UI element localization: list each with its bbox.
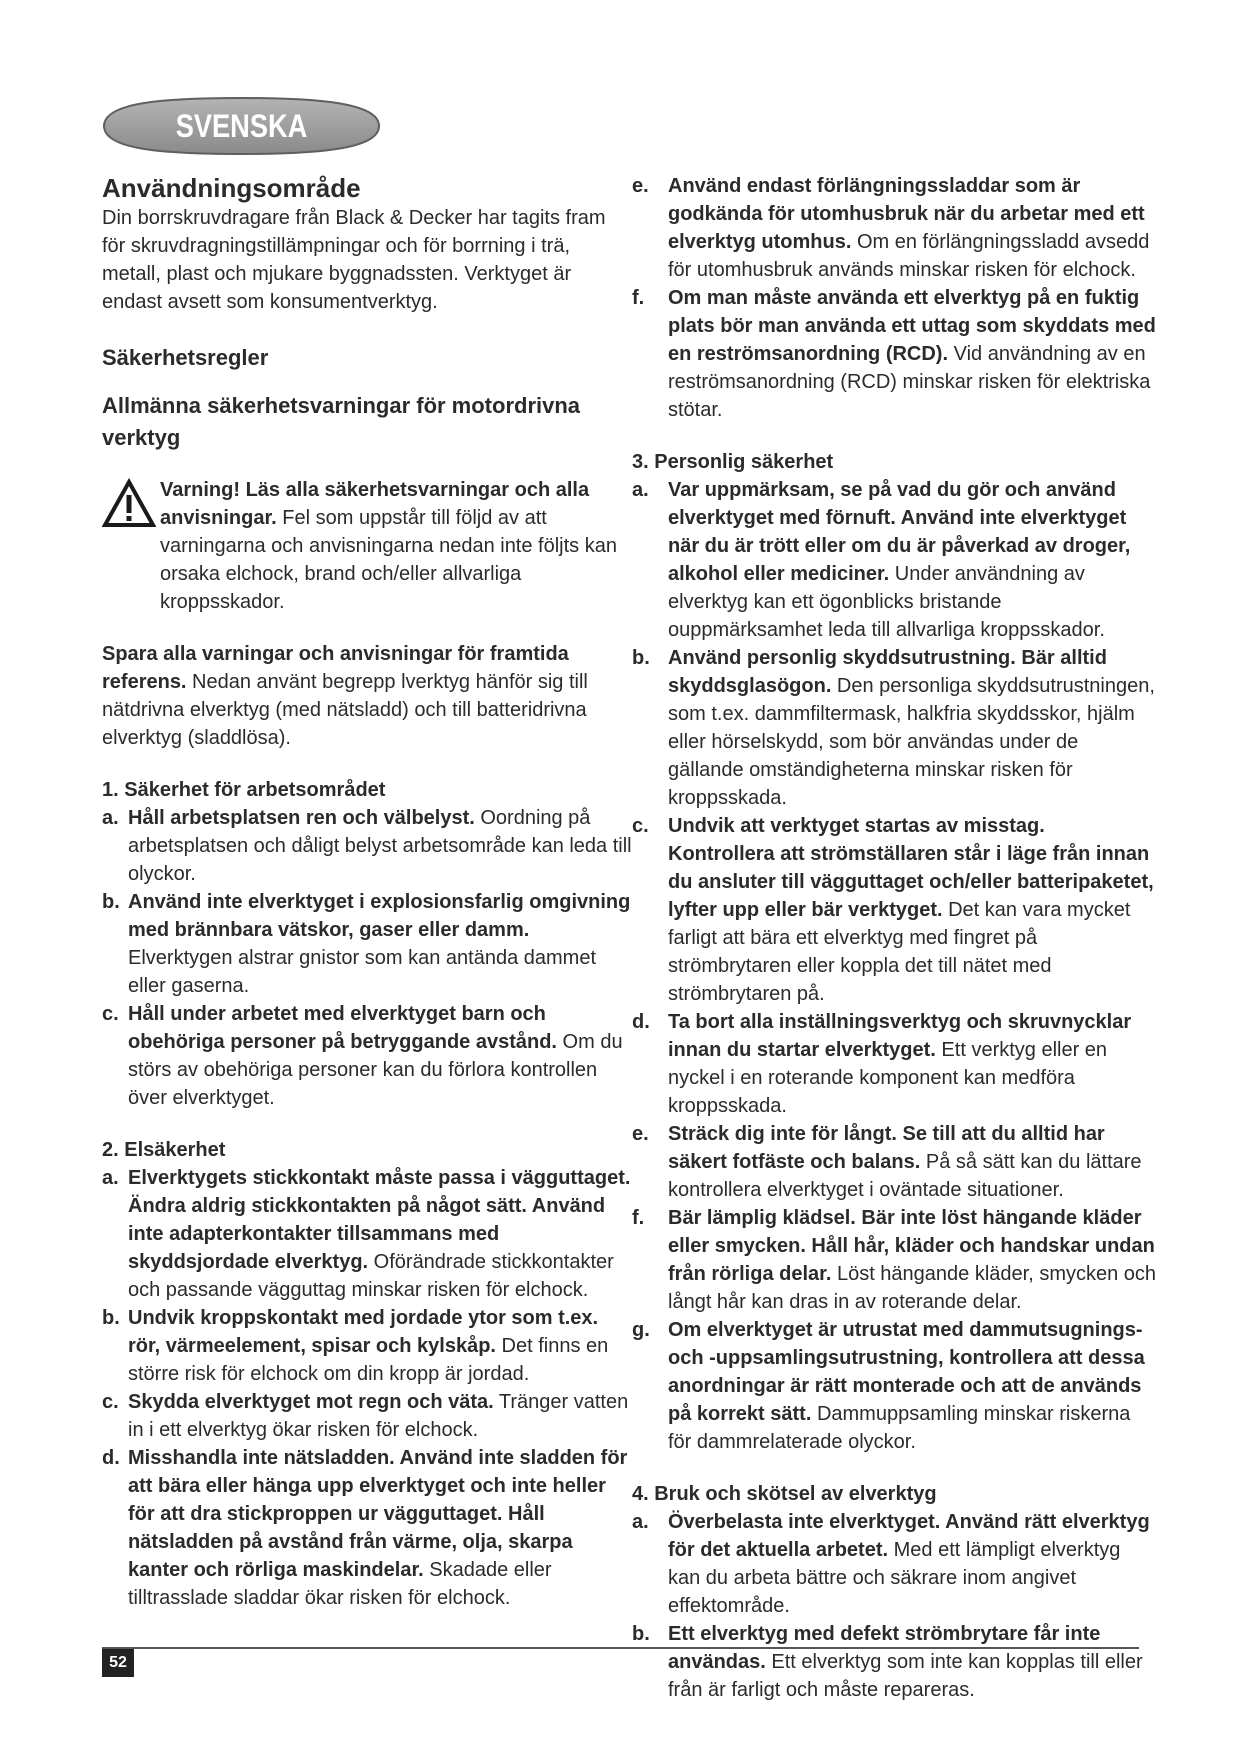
save-bold: Spara alla varningar och anvisningar för framtida referens. bbox=[102, 643, 569, 693]
page-number: 52 bbox=[102, 1649, 134, 1677]
language-label: SVENSKA bbox=[175, 108, 308, 144]
list-item: c. Skydda elverktyget mot regn och väta. Tränger vatten in i ett elverktyg ökar risken för elchock. bbox=[102, 1391, 629, 1441]
list-item: g. Om elverktyget är utrustat med dammutsugnings- och -uppsamlingsutrustning, kontrollera att dessa anordningar är rätt monterade och att de används på korrekt sätt. Dammuppsamling minskar riskerna för dammrelaterade olyckor. bbox=[632, 1319, 1145, 1453]
usage-heading: Användningsområde bbox=[102, 173, 361, 203]
footer-rule bbox=[102, 1647, 1139, 1649]
list-item: d. Ta bort alla inställningsverktyg och skruvnycklar innan du startar elverktyget. Ett verktyg eller en nyckel i en roterande komponent kan medföra kroppsskada. bbox=[632, 1011, 1132, 1117]
list-item: f. Bär lämplig klädsel. Bär inte löst hängande kläder eller smycken. Håll hår, kläder och handskar undan från rörliga delar. Löst hängande kläder, smycken och långt hår kan dras in av roterande delar. bbox=[632, 1207, 1157, 1313]
section-3-title: 3. Personlig säkerhet bbox=[632, 451, 834, 473]
safety-heading: Säkerhetsregler bbox=[102, 345, 269, 370]
list-item: f. Om man måste använda ett elverktyg på en fuktig plats bör man använda ett uttag som skyddats med en reströmsanordning (RCD). Vid användning av en reströmsanordning (RCD) minskar risken för elektriska stötar. bbox=[632, 287, 1156, 421]
language-tab bbox=[100, 95, 383, 157]
list-item: b. Ett elverktyg med defekt strömbrytare får inte användas. Ett elverktyg som inte kan kopplas till eller från är farligt och måste repareras. bbox=[632, 1623, 1143, 1701]
section-4-title: 4. Bruk och skötsel av elverktyg bbox=[632, 1483, 937, 1505]
usage-text: Din borrskruvdragare från Black & Decker har tagits fram för skruvdragningstillämpningar och för borrning i trä, metall, plast och mjukare byggnadssten. Verktyget är endast avsett som konsumentverktyg. bbox=[102, 207, 606, 313]
list-item: d. Misshandla inte nätsladden. Använd inte sladden för att bära eller hänga upp elverktyget och inte heller för att dra stickproppen ur vägguttaget. Håll nätsladden på avstånd från värme, olja, skarpa kanter och rörliga maskindelar. Skadade eller tilltrasslade sladdar ökar risken för elchock. bbox=[102, 1447, 628, 1609]
section-1-title: 1. Säkerhet för arbetsområdet bbox=[102, 779, 386, 801]
warning-icon bbox=[102, 478, 156, 528]
list-item: a. Håll arbetsplatsen ren och välbelyst. Oordning på arbetsplatsen och dåligt belyst arbetsområde kan leda till olyckor. bbox=[102, 807, 632, 885]
list-item: a. Elverktygets stickkontakt måste passa i vägguttaget. Ändra aldrig stickkontakten på något sätt. Använd inte adapterkontakter tillsammans med skyddsjordade elverktyg. Oförändrade stickkontakter och passande vägguttag minskar risken för elchock. bbox=[102, 1167, 631, 1301]
list-item: c. Håll under arbetet med elverktyget barn och obehöriga personer på betryggande avstånd. Om du störs av obehöriga personer kan du förlora kontrollen över elverktyget. bbox=[102, 1003, 623, 1109]
list-item: e. Sträck dig inte för långt. Se till att du alltid har säkert fotfäste och balans. På så sätt kan du lättare kontrollera elverktyget i oväntade situationer. bbox=[632, 1123, 1142, 1201]
list-item: a. Var uppmärksam, se på vad du gör och använd elverktyget med förnuft. Använd inte elverktyget när du är trött eller om du är påverkad av droger, alkohol eller mediciner. Under användning av elverktyg kan ett ögonblicks bristande ouppmärksamhet leda till allvarliga kroppsskador. bbox=[632, 479, 1131, 641]
list-item: c. Undvik att verktyget startas av misstag. Kontrollera att strömställaren står i läge från innan du ansluter till vägguttaget och/eller batteripaketet, lyfter upp eller bär verktyget. Det kan vara mycket farligt att bära ett elverktyg med fingret på strömbrytaren eller koppla det till nätet med strömbrytaren på. bbox=[632, 815, 1154, 1005]
save-normal: Nedan använt begrepp lverktyg hänför sig till nätdrivna elverktyg (med nätsladd) och till batteridrivna elverktyg (sladdlösa). bbox=[102, 671, 588, 749]
list-item: a. Överbelasta inte elverktyget. Använd rätt elverktyg för det aktuella arbetet. Med ett lämpligt elverktyg kan du arbeta bättre och säkrare inom angivet effektområde. bbox=[632, 1511, 1150, 1617]
warning-normal: Fel som uppstår till följd av att varningarna och anvisningarna nedan inte följts kan orsaka elchock, brand och/eller allvarliga kroppsskador. bbox=[160, 507, 617, 613]
general-heading: Allmänna säkerhetsvarningar för motordrivna verktyg bbox=[102, 393, 581, 450]
list-item: b. Använd inte elverktyget i explosionsfarlig omgivning med brännbara vätskor, gaser eller damm. Elverktygen alstrar gnistor som kan antända dammet eller gaserna. bbox=[102, 891, 631, 997]
right-column bbox=[632, 172, 1157, 1704]
list-item: b. Undvik kroppskontakt med jordade ytor som t.ex. rör, värmeelement, spisar och kylskåp. Det finns en större risk för elchock om din kropp är jordad. bbox=[102, 1307, 609, 1385]
warning-block bbox=[102, 476, 632, 616]
list-item: e. Använd endast förlängningssladdar som är godkända för utomhusbruk när du arbetar med ett elverktyg utomhus. Om en förlängningssladd avsedd för utomhusbruk används minskar risken för elchock. bbox=[632, 175, 1150, 281]
warning-text bbox=[160, 476, 632, 616]
left-column bbox=[102, 172, 632, 1612]
warning-bold: Varning! Läs alla säkerhetsvarningar och alla anvisningar. bbox=[160, 479, 590, 529]
list-item: b. Använd personlig skyddsutrustning. Bär alltid skyddsglasögon. Den personliga skyddsutrustningen, som t.ex. dammfiltermask, halkfria skyddsskor, hjälm eller hörselskydd, som bör användas under de gällande omständigheterna minskar risken för kroppsskada. bbox=[632, 647, 1155, 809]
section-2-title: 2. Elsäkerhet bbox=[102, 1139, 226, 1161]
save-instructions bbox=[102, 640, 632, 752]
